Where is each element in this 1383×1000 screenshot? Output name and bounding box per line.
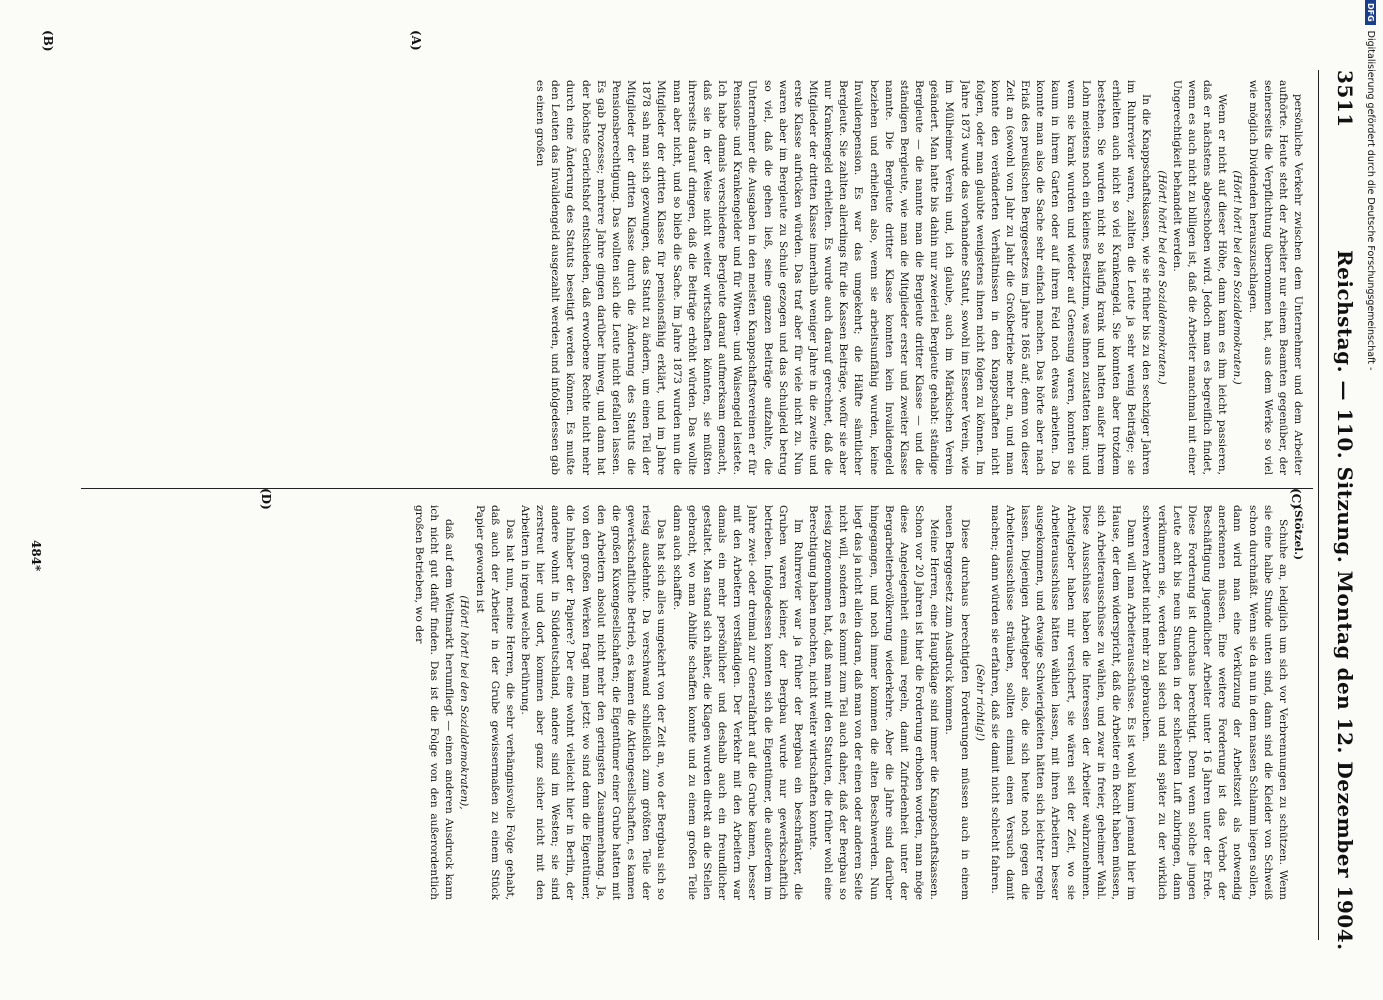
credit-text: Digitalisierung gefördert durch die Deutsche Forschungsgemeinschaft - [1365, 30, 1377, 371]
sheet-signature: 484* [29, 540, 43, 572]
paragraph: In die Knappschaftskassen, wie sie früher bis zu den sechziger Jahren im Ruhrrevier waren, zahlten die Leute ja sehr wenig Beiträge; sie erhielten auch nicht so viel Krankengeld. Sie konnten aber trotzdem bestehen. Sie wurden nicht so häufig krank und hatten außer ihrem Lohn meistens noch ein kleines Besitztum, was ihnen zustatten kam; und wenn sie krank wurden und wieder auf Genesung waren, konnten sie kaum in ihrem Garten oder auf ihrem Feld noch etwas arbeiten. Da konnte man also die Sache sehr einfach machen. Das hörte aber nach Erlaß des preußischen Berggesetzes im Jahre 1865 auf; denn von dieser Zeit an (sowohl von Jahr zu Jahr die Großbetriebe mehr an, und man konnte den veränderten Verhältnissen in den Knappschaften nicht folgen, oder man glaubte wenigstens ihnen nicht folgen zu können. Im Jahre 1873 wurde das vorhandene Statut, sowohl im Essener Verein, wie im Mülheimer Verein und, ich glaube, auch im Märkischen Verein geändert. Man hatte bis dahin nur zweierlei Bergleute gehabt: ständige Bergleute — die nannte man die Bergleute dritter Klasse — und die ständigen Bergleute, wie man die Mitglieder erster und zweiter Klasse nannte. Die Bergleute dritter Klasse konnten kein Invalidengeld beziehen und erhielten also, wenn sie arbeitsunfähig wurden, keine Invalidenpension. Es war das umgekehrt; die Hälfte sämtlicher Bergleute. Sie zahlten allerdings für die Kassen Beiträge, wofür sie aber nur Krankengeld erhielten. Es wurde auch darauf gerechnet, daß die Mitglieder der dritten Klasse innerhalb weniger Jahre in die zweite und erste Klasse aufrücken würden. Das traf aber für viele nicht zu. Nun waren aber im Bergleute zu Schule gezogen und das Schulgeld betrug so viel, daß die gehen ließ, seine ganzen Beiträge aufzahlte, die Unternehmer die Ausgaben in den meisten Knappschaftsvereinen er für Pensions- und Krankengelder und für Witwen- und Waisengeld leistete. Ich habe damals verschiedene Bergleute darauf aufmerksam gemacht, daß sie in der Weise nicht weiter wirtschaften könnten, sie müßten ihrerseits darauf dringen, daß die Beiträge erhöht würden. Das wollte man aber nicht, und so blieb die Sache. Im Jahre 1873 wurden nun die Mitglieder der dritten Klasse für pensionsfähig erklärt, und im Jahre 1878 sah man sich gezwungen, das Statut zu ändern, um einen Teil der Mitglieder der dritten Klasse durch die Änderung des Statuts die Pensionsberechtigung. Das wollten sich die Leute nicht gefallen lassen. Es gab Prozesse; mehrere Jahre gingen darüber hinweg, und dann hat der höchste Gerichtshof entschieden, daß erworbene Rechte nicht mehr durch eine Änderung des Statuts beseitigt werden können. Es mußte den Leuten das Invalidengeld ausgezahlt werden, und infolgedessen gab es einen großen [534, 80, 1153, 475]
margin-letter-c: (C) [1289, 488, 1303, 509]
speaker-name: (Stötzel.) [1292, 505, 1304, 560]
paragraph: persönliche Verkehr zwischen dem Unternehmer und dem Arbeiter aufhörte. Heute steht der Arbeiter nur einem Beamten gegenüber, der seinerseits die Verpflichtung übernommen hat, aus dem Werke so viel wie möglich Dividenden herauszuschlagen. [1246, 80, 1304, 475]
running-header [1325, 70, 1365, 951]
paragraph: Das hat nun, meine Herren, die sehr verhängnisvolle Folge gehabt, daß auch der Arbeiter in der Grube gewissermaßen zu einem Stück Papier geworden ist [473, 505, 516, 900]
paragraph: Dann will man Arbeiterausschüsse. Es ist wohl kaum jemand hier im Hause, der dem widerspricht, daß die Arbeiter ein Recht haben müssen, sich Arbeiterausschüsse zu wählen, und zwar in freier, geheimer Wahl. Diese Ausschüsse haben die Interessen der Arbeiter wahrzunehmen. Arbeitgeber haben mir versichert, sie wären seit der Zeit, wo sie Arbeiterausschüsse hätten wählen lassen, mit ihren Arbeitern besser ausgekommen, und etwaige Schwierigkeiten hätten sich leichter regeln lassen. Diejenigen Arbeitgeber also, die sich heute noch gegen die Arbeiterausschüsse sträuben, sollten einmal einen Versuch damit machen; dann würden sie erfahren, daß sie damit nicht schlecht fahren. [988, 505, 1138, 900]
interjection: (Hört! hört! bei den Sozialdemokraten), [458, 595, 471, 810]
page-title: Reichstag. — 110. Sitzung. Montag den 12. Dezember 1904. [1333, 250, 1357, 951]
header-rule [1318, 70, 1319, 940]
text-column-right [75, 505, 1305, 900]
paragraph: Diese durchaus berechtigten Forderungen müssen auch in einem neuen Berggesetz zum Ausdruck kommen. [943, 505, 971, 900]
paragraph: daß auf dem Weltmarkt herumfliegt — einen anderen Ausdruck kann ich nicht gut dafür finden. Das ist die Folge von den außerordentlich großen Betrieben, wo der [412, 505, 456, 900]
dfg-logo: DFG [1366, 0, 1377, 25]
paragraph: Im Ruhrrevier war ja früher der Bergbau ein beschränkter, die Gruben waren kleiner, der Bergbau wurde nur gewerkschaftlich betrieben. Infolgedessen konnten sich die Eigentümer, die außerdem im Jahre zwei- oder dreimal zur Generalfahrt auf die Grube kamen, besser mit den Arbeitern verständigen. Der Verkehr mit den Arbeitern war damals ein mehr persönlicher und deshalb auch ein freundlicher gestaltet. Man stand sich näher, die Klagen wurden direkt an die Stellen gebracht, wo man Abhilfe schaffen konnte und zu einem großen Teile dann auch schaffte. [670, 505, 804, 900]
margin-letter-b: (B) [41, 30, 55, 52]
interjection: (Hört! hört! bei den Sozialdemokraten.) [1231, 170, 1244, 385]
text-column-left [75, 80, 1305, 475]
margin-letter-a: (A) [409, 30, 423, 51]
margin-letter-d: (D) [259, 488, 273, 510]
paragraph: Meine Herren, eine Hauptklage sind immer die Knappschaftskassen. Schon vor 20 Jahren ist hier die Forderung erhoben worden, man möge diese Angelegenheit einmal regeln, damit Zufriedenheit unter der Bergarbeiterbevölkerung wiederkehre. Aber die Jahre sind darüber hingegangen, und noch immer kommen die alten Beschwerden. Nun liegt das ja nicht allein daran, daß man von der einen oder anderen Seite nicht will, sondern es kommt zum Teil auch daher, daß der Bergbau so riesig zugenommen hat, daß man mit den Statuten, die früher wohl eine Berechtigung haben mochten, nicht weiter wirtschaften konnte. [807, 505, 941, 900]
paragraph: Schuhe an, lediglich um sich vor Verbrennungen zu schützen. Wenn sie eine halbe Stunde unten sind, dann sind die Kleider von Schweiß schon durchnäßt. Wenn sie da nun in dem nassen Schlamm liegen sollen, dann wird man eine Verkürzung der Arbeitszeit als notwendig anerkennen müssen. Eine weitere Forderung ist das Verbot der Beschäftigung jugendlicher Arbeiter unter 16 Jahren unter der Erde. Diese Forderung ist durchaus berechtigt. Denn wenn solche jungen Leute acht bis neun Stunden in der schlechten Luft zubringen, dann verkümmern sie, werden bald siech und sind später zu der wirklich schweren Arbeit nicht mehr zu gebrauchen. [1140, 505, 1289, 900]
interjection: (Sehr richtig!) [973, 664, 986, 741]
page-number: 3511 [1333, 70, 1357, 128]
paragraph: Das hat sich alles umgekehrt von der Zeit an, wo der Bergbau sich so riesig ausdehnte. Da verschwand schließlich zum größten Teile der gewerkschaftliche Betrieb, es kamen die Aktiengesellschaften, es kamen die großen Kuxengesellschaften; die Eigentümer einer Grube hatten mit den Arbeitern absolut nicht mehr den geringsten Zusammenhang. Ja, von den großen Werken fragt man jetzt: wo sind denn die Eigentümer, die Inhaber der Papiere? Der eine wohnt vielleicht hier in Berlin, der andere wohnt in Süddeutschland, andere sind im Westen; sie sind zerstreut hier und dort, kommen aber ganz sicher nicht mit den Arbeitern in irgend welche Berührung. [519, 505, 668, 900]
interjection: (Hört! hört! bei den Sozialdemokraten.) [1155, 170, 1168, 385]
paragraph: Wenn er nicht auf dieser Höhe, dann kann es ihm leicht passieren, daß er nächstens abgeschoben wird. Jedoch man es begreiflich findet, wenn es auch nicht zu billigen ist, daß die Arbeiter manchmal mit einer Ungerechtigkeit behandelt werden. [1170, 80, 1229, 475]
